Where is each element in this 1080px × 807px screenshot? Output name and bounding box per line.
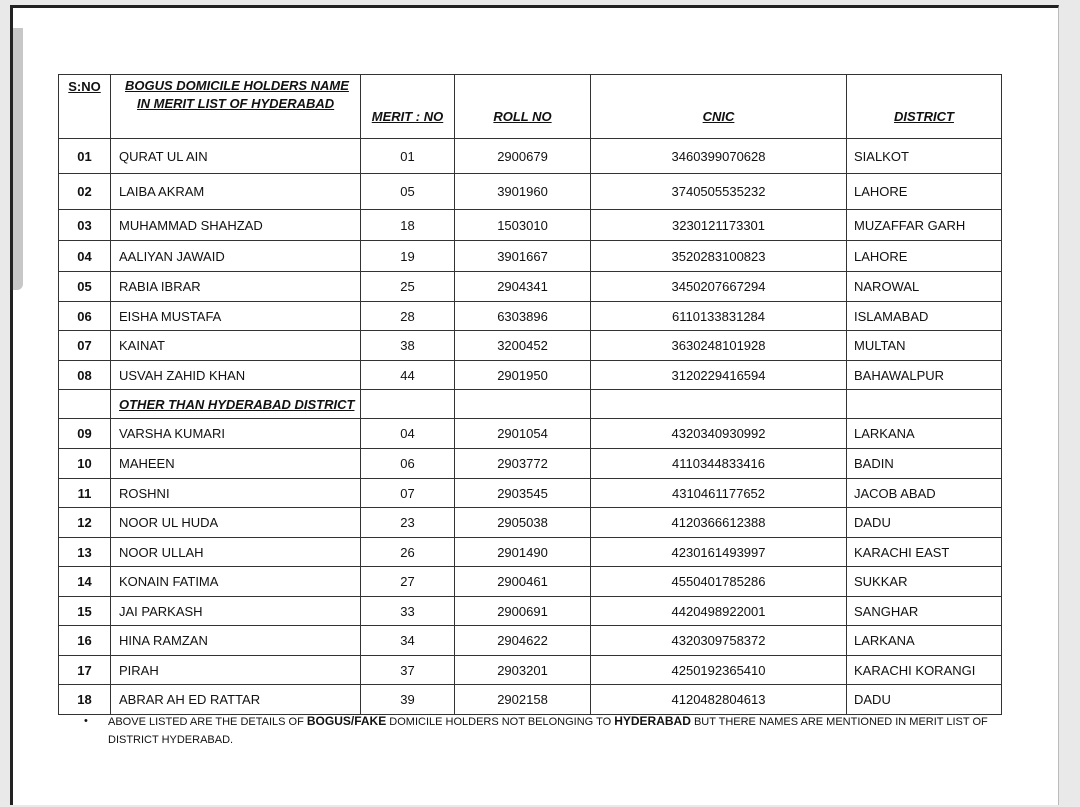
cell-roll: 2903201: [455, 656, 591, 685]
cell-district: BAHAWALPUR: [847, 361, 1002, 390]
cell-roll: 2903772: [455, 449, 591, 479]
cell-sno: 03: [59, 210, 111, 241]
cell-cnic: 3120229416594: [591, 361, 847, 390]
cell-merit: 26: [361, 538, 455, 567]
cell-roll: 3200452: [455, 331, 591, 361]
cell-merit: 19: [361, 241, 455, 272]
table-row: [59, 508, 1002, 538]
cell-roll: 2905038: [455, 508, 591, 538]
other-district-rows: [59, 419, 1002, 715]
cell-name: JAI PARKASH: [111, 597, 361, 626]
cell-sno: 09: [59, 419, 111, 449]
cell-merit: 23: [361, 508, 455, 538]
cell-cnic: 4110344833416: [591, 449, 847, 479]
header-name: [111, 75, 361, 139]
table-row: [59, 626, 1002, 656]
cell-sno: 04: [59, 241, 111, 272]
cell-merit: 25: [361, 272, 455, 302]
cell-roll: 6303896: [455, 302, 591, 331]
cell-name: QURAT UL AIN: [111, 139, 361, 174]
cell-district: NAROWAL: [847, 272, 1002, 302]
footnote-part1: ABOVE LISTED ARE THE DETAILS OF: [108, 716, 307, 728]
table-row: [59, 479, 1002, 508]
cell-roll: 2900691: [455, 597, 591, 626]
table-row: [59, 597, 1002, 626]
cell-roll: 2904622: [455, 626, 591, 656]
cell-roll: 3901960: [455, 174, 591, 210]
cell-cnic: 4310461177652: [591, 479, 847, 508]
footnote-bold1: BOGUS/FAKE: [306, 714, 387, 728]
header-district: DISTRICT: [847, 75, 1002, 139]
cell-sno: 18: [59, 685, 111, 715]
cell-name: NOOR UL HUDA: [111, 508, 361, 538]
cell-district: LAHORE: [847, 241, 1002, 272]
cell-roll: 2901490: [455, 538, 591, 567]
cell-sno: 12: [59, 508, 111, 538]
cell-district: LAHORE: [847, 174, 1002, 210]
cell-roll: 2901054: [455, 419, 591, 449]
cell-cnic: 3230121173301: [591, 210, 847, 241]
table-row: [59, 361, 1002, 390]
footnote-part2: DOMICILE HOLDERS NOT BELONGING TO: [386, 716, 615, 728]
cell-sno: 14: [59, 567, 111, 597]
table-row: [59, 331, 1002, 361]
footnote-part3: BUT THERE NAMES ARE MENTIONED IN MERIT LIST OF DISTRICT HYDERABAD.: [108, 716, 988, 746]
footnote: [84, 712, 990, 749]
header-name-line2: IN MERIT LIST OF HYDERABAD: [137, 96, 335, 111]
cell-sno: 10: [59, 449, 111, 479]
cell-roll: 2901950: [455, 361, 591, 390]
cell-district: DADU: [847, 508, 1002, 538]
table-row: [59, 302, 1002, 331]
cell-cnic: 4120482804613: [591, 685, 847, 715]
cell-district: DADU: [847, 685, 1002, 715]
cell-cnic: 4320309758372: [591, 626, 847, 656]
cell-name: AALIYAN JAWAID: [111, 241, 361, 272]
table-row: [59, 449, 1002, 479]
footnote-text: [90, 712, 990, 749]
cell-roll: 2900461: [455, 567, 591, 597]
cell-roll: 2903545: [455, 479, 591, 508]
cell-roll: 2902158: [455, 685, 591, 715]
header-sno: S:NO: [59, 75, 111, 139]
cell-district: KARACHI KORANGI: [847, 656, 1002, 685]
cell-merit: 04: [361, 419, 455, 449]
table-row: [59, 567, 1002, 597]
cell-sno: 05: [59, 272, 111, 302]
table-row: [59, 139, 1002, 174]
table-row: [59, 656, 1002, 685]
header-name-line1: BOGUS DOMICILE HOLDERS NAME: [125, 78, 349, 93]
cell-district: SUKKAR: [847, 567, 1002, 597]
cell-sno: 15: [59, 597, 111, 626]
cell-name: MUHAMMAD SHAHZAD: [111, 210, 361, 241]
cell-name: USVAH ZAHID KHAN: [111, 361, 361, 390]
table-row: [59, 210, 1002, 241]
table-row: [59, 272, 1002, 302]
cell-name: ABRAR AH ED RATTAR: [111, 685, 361, 715]
cell-merit: 37: [361, 656, 455, 685]
table-header-row: [59, 75, 1002, 139]
cell-cnic: 3460399070628: [591, 139, 847, 174]
cell-district: LARKANA: [847, 419, 1002, 449]
cell-roll: 2904341: [455, 272, 591, 302]
cell-district: LARKANA: [847, 626, 1002, 656]
cell-sno: 08: [59, 361, 111, 390]
cell-district: MUZAFFAR GARH: [847, 210, 1002, 241]
cell-merit: 01: [361, 139, 455, 174]
cell-district: MULTAN: [847, 331, 1002, 361]
cell-merit: 06: [361, 449, 455, 479]
cell-name: HINA RAMZAN: [111, 626, 361, 656]
cell-name: MAHEEN: [111, 449, 361, 479]
cell-roll: 2900679: [455, 139, 591, 174]
bogus-domicile-table: [58, 74, 1002, 715]
cell-merit: 33: [361, 597, 455, 626]
cell-name: VARSHA KUMARI: [111, 419, 361, 449]
cell-cnic: 4320340930992: [591, 419, 847, 449]
cell-merit: 05: [361, 174, 455, 210]
table-row: [59, 419, 1002, 449]
cell-merit: 18: [361, 210, 455, 241]
cell-name: KAINAT: [111, 331, 361, 361]
cell-cnic: 4230161493997: [591, 538, 847, 567]
cell-merit: 28: [361, 302, 455, 331]
cell-sno: 06: [59, 302, 111, 331]
cell-roll: 1503010: [455, 210, 591, 241]
cell-name: PIRAH: [111, 656, 361, 685]
cell-sno: 13: [59, 538, 111, 567]
cell-cnic: 4550401785286: [591, 567, 847, 597]
cell-name: EISHA MUSTAFA: [111, 302, 361, 331]
section-heading-row: [59, 390, 1002, 419]
cell-sno: 01: [59, 139, 111, 174]
cell-cnic: 3450207667294: [591, 272, 847, 302]
bullet-icon: •: [84, 715, 88, 727]
table-row: [59, 685, 1002, 715]
cell-name: RABIA IBRAR: [111, 272, 361, 302]
section-divider: [59, 390, 1002, 419]
cell-sno: 17: [59, 656, 111, 685]
cell-cnic: 4250192365410: [591, 656, 847, 685]
hyderabad-rows: [59, 139, 1002, 390]
cell-merit: 34: [361, 626, 455, 656]
cell-cnic: 3520283100823: [591, 241, 847, 272]
cell-merit: 39: [361, 685, 455, 715]
cell-district: BADIN: [847, 449, 1002, 479]
cell-cnic: 6110133831284: [591, 302, 847, 331]
header-merit: MERIT : NO: [361, 75, 455, 139]
cell-sno: 11: [59, 479, 111, 508]
table-row: [59, 174, 1002, 210]
cell-merit: 38: [361, 331, 455, 361]
cell-cnic: 4420498922001: [591, 597, 847, 626]
cell-district: SIALKOT: [847, 139, 1002, 174]
header-cnic: CNIC: [591, 75, 847, 139]
cell-name: NOOR ULLAH: [111, 538, 361, 567]
cell-merit: 07: [361, 479, 455, 508]
cell-sno: 07: [59, 331, 111, 361]
cell-cnic: 3630248101928: [591, 331, 847, 361]
cell-district: KARACHI EAST: [847, 538, 1002, 567]
section-heading: OTHER THAN HYDERABAD DISTRICT: [111, 390, 361, 419]
cell-name: KONAIN FATIMA: [111, 567, 361, 597]
cell-cnic: 4120366612388: [591, 508, 847, 538]
cell-merit: 27: [361, 567, 455, 597]
cell-district: JACOB ABAD: [847, 479, 1002, 508]
cell-sno: 16: [59, 626, 111, 656]
cell-cnic: 3740505535232: [591, 174, 847, 210]
header-roll: ROLL NO: [455, 75, 591, 139]
scroll-handle[interactable]: [13, 28, 23, 290]
cell-sno: 02: [59, 174, 111, 210]
cell-district: SANGHAR: [847, 597, 1002, 626]
footnote-bold2: HYDERABAD: [614, 714, 691, 728]
cell-name: ROSHNI: [111, 479, 361, 508]
cell-name: LAIBA AKRAM: [111, 174, 361, 210]
table-row: [59, 241, 1002, 272]
cell-roll: 3901667: [455, 241, 591, 272]
cell-district: ISLAMABAD: [847, 302, 1002, 331]
cell-merit: 44: [361, 361, 455, 390]
table-row: [59, 538, 1002, 567]
